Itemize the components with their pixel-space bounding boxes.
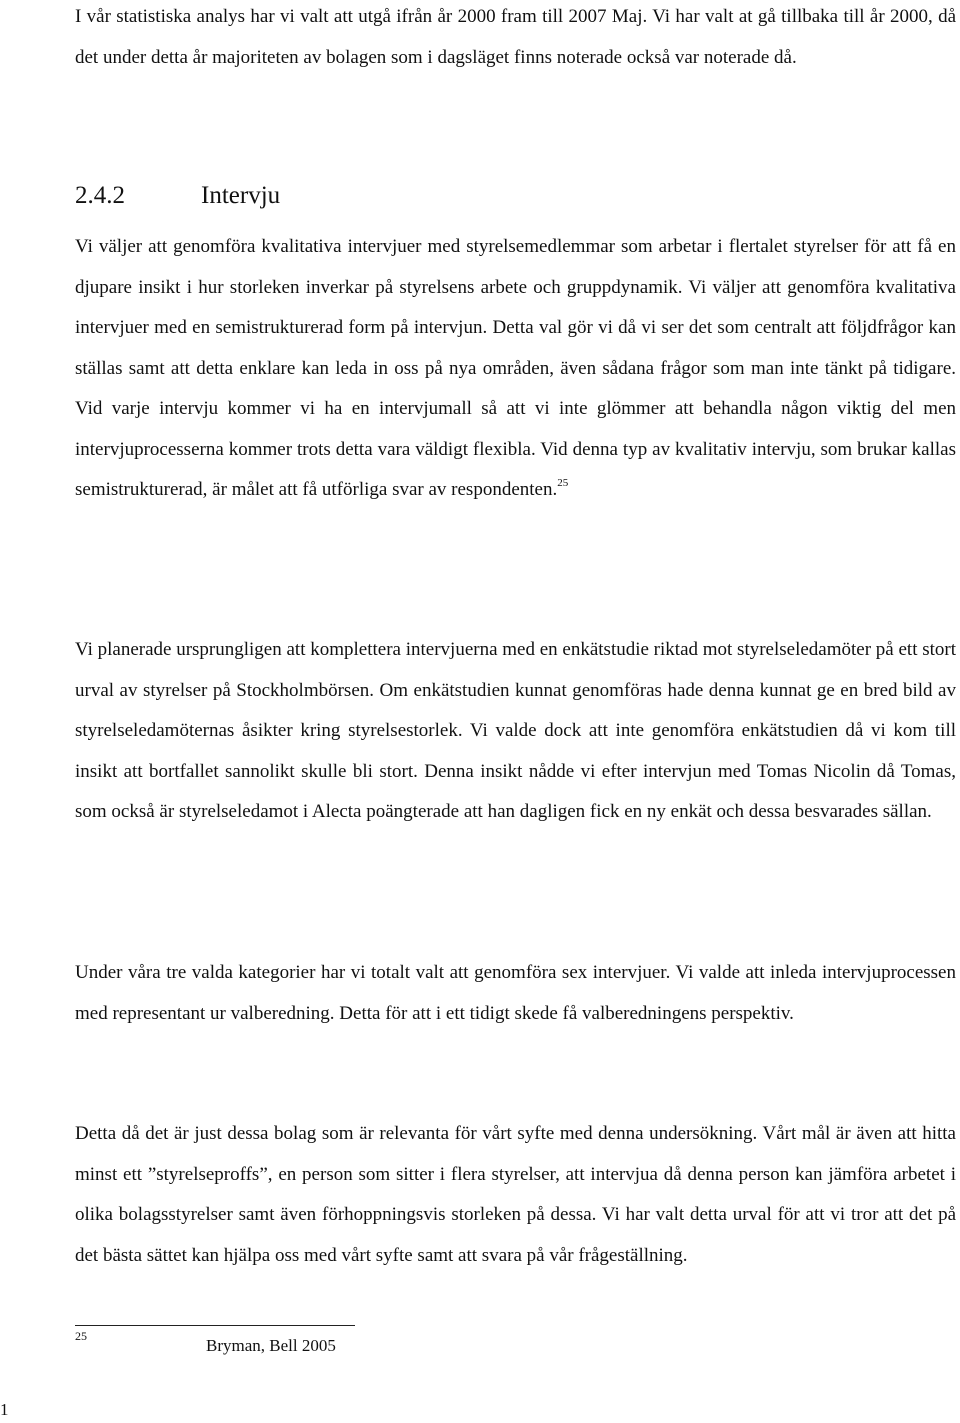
footnote-separator	[75, 1325, 355, 1326]
paragraph-intro: I vår statistiska analys har vi valt att utgå ifrån år 2000 fram till 2007 Maj. Vi har valt at gå tillbaka till år 2000, då det under detta år majoriteten av bolagen som i dagsläget finns noterade också var noterade då.	[75, 6, 956, 68]
paragraph-selection: Detta då det är just dessa bolag som är relevanta för vårt syfte med denna undersökning. Vårt mål är även att hitta minst ett ”styrelseproffs”, en person som sitter i flera styrelser, att intervjua då denna person kan jämföra arbetet i olika bolagsstyrelser samt även förhoppningsvis storleken på dessa. Vi har valt detta urval för att vi tror att det på det bästa sättet kan hjälpa oss med vårt syfte samt att svara på vår frågeställning.	[75, 1123, 956, 1266]
paragraph-survey: Vi planerade ursprungligen att komplettera intervjuerna med en enkätstudie riktad mot styrelseledamöter på ett stort urval av styrelser på Stockholmbörsen. Om enkätstudien kunnat genomföras hade denna kunnat ge en bred bild av styrelseledamöternas åsikter kring styrelsestorlek. Vi valde dock att inte genomföra enkätstudien då vi kom till insikt att bortfallet sannolikt skulle bli stort. Denna insikt nådde vi efter intervjun med Tomas Nicolin då Tomas, som också är styrelseledamot i Alecta poängterade att han dagligen fick en ny enkät och dessa besvarades sällan.	[75, 639, 957, 822]
page-number: 1	[0, 1400, 9, 1419]
footnote-mark: 25	[75, 1329, 87, 1343]
footnote-text: Bryman, Bell 2005	[206, 1336, 336, 1355]
section-heading	[75, 176, 280, 216]
paragraph-interview-method	[75, 227, 956, 511]
paragraph-interview-method-text: Vi väljer att genomföra kvalitativa intervjuer med styrelsemedlemmar som arbetar i flertalet styrelser för att få en djupare insikt i hur storleken inverkar på styrelsens arbete och gruppdynamik. Vi väljer att genomföra kvalitativa intervjuer med en semistrukturerad form på intervjun. Detta val gör vi då vi ser det som centralt att följdfrågor kan ställas samt att detta enklare kan leda in oss på nya områden, även sådana frågor som man inte tänkt på tidigare. Vid varje intervju kommer vi ha en intervjumall så att vi inte glömmer att behandla någon viktig del men intervjuprocesserna kommer trots detta vara väldigt flexibla. Vid denna typ av kvalitativ intervju, som brukar kallas semistrukturerad, är målet att få utförliga svar av respondenten.	[75, 236, 956, 500]
section-number: 2.4.2	[75, 182, 125, 209]
paragraph-interview-count: Under våra tre valda kategorier har vi totalt valt att genomföra sex intervjuer. Vi valde att inleda intervjuprocessen med representant ur valberedning. Detta för att i ett tidigt skede få valberedningens perspektiv.	[75, 962, 956, 1024]
section-title: Intervju	[201, 182, 281, 209]
footnote-reference: 25	[557, 477, 569, 489]
